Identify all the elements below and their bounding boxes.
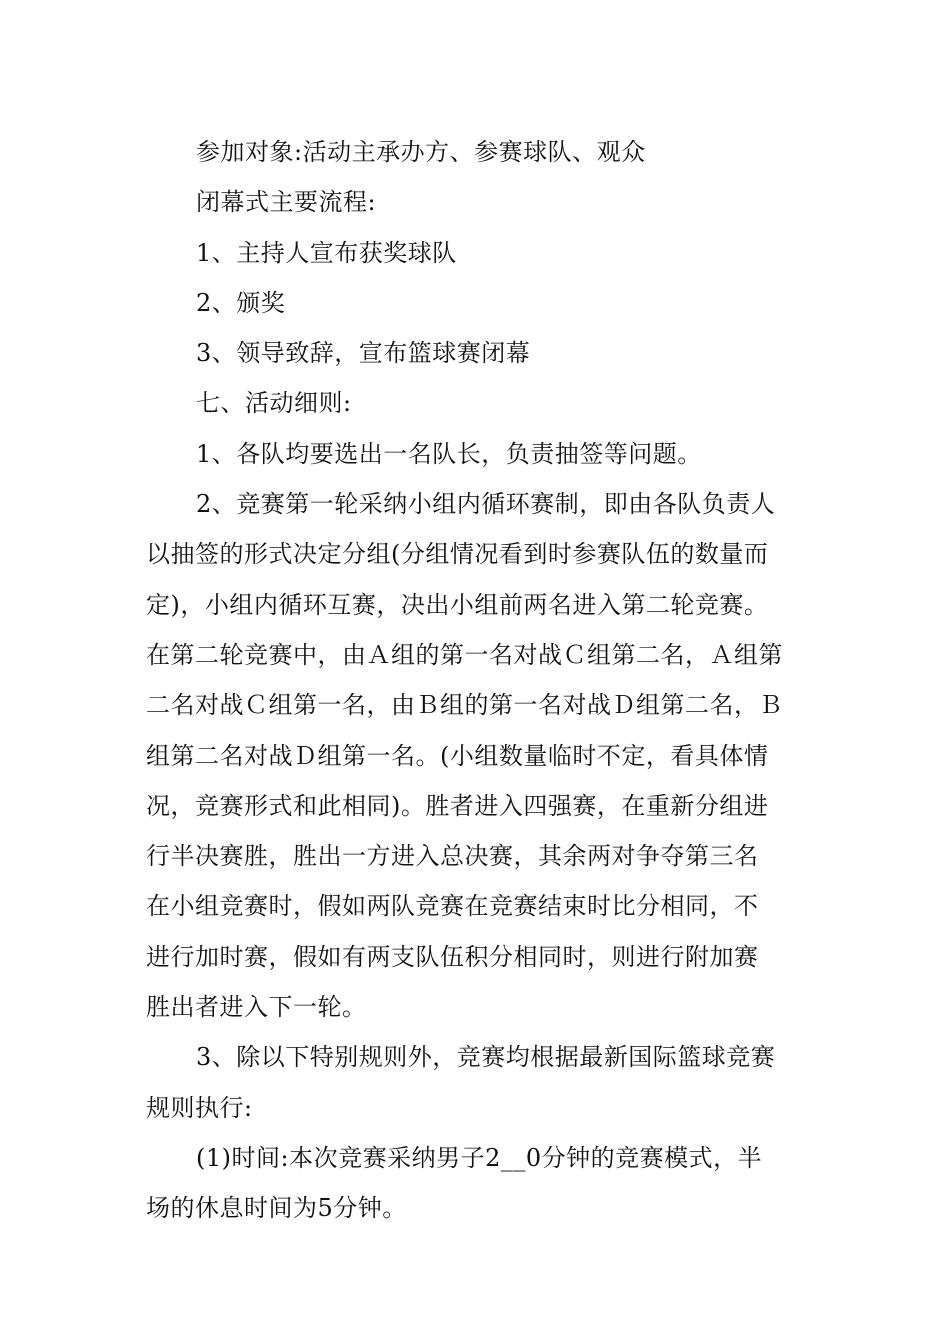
closing-step-3: 3、领导致辞，宣布篮球赛闭幕 <box>196 339 531 368</box>
document-body <box>146 127 810 1234</box>
closing-ceremony-heading: 闭幕式主要流程: <box>196 188 377 217</box>
participants-line: 参加对象:活动主承办方、参赛球队、观众 <box>196 138 646 166</box>
section-heading-rules: 七、活动细则: <box>196 389 352 418</box>
rule-2-line-6: 组第二名对战Ｄ组第一名。(小组数量临时不定，看具体情 <box>146 741 769 770</box>
rule-3-sub-1-line-2: 场的休息时间为5分钟。 <box>146 1194 407 1223</box>
rule-2-line-4: 在第二轮竞赛中，由Ａ组的第一名对战Ｃ组第二名，Ａ组第 <box>146 640 783 669</box>
rule-3-sub-1-line-1: (1)时间:本次竞赛采纳男子2__0分钟的竞赛模式，半 <box>196 1143 763 1172</box>
rule-2-line-5: 二名对战Ｃ组第一名，由Ｂ组的第一名对战Ｄ组第二名，Ｂ <box>146 691 783 720</box>
rule-1: 1、各队均要选出一名队长，负责抽签等问题。 <box>196 439 702 468</box>
rule-2-line-2: 以抽签的形式决定分组(分组情况看到时参赛队伍的数量而 <box>146 540 769 569</box>
rule-2-line-7: 况，竞赛形式和此相同)。胜者进入四强赛，在重新分组进 <box>146 791 769 820</box>
rule-2-line-11: 胜出者进入下一轮。 <box>146 993 367 1022</box>
rule-2-line-8: 行半决赛胜，胜出一方进入总决赛，其余两对争夺第三名 <box>146 842 759 871</box>
rule-2-line-9: 在小组竞赛时，假如两队竞赛在竞赛结束时比分相同，不 <box>146 892 759 921</box>
closing-step-2: 2、颁奖 <box>196 288 286 317</box>
closing-step-1: 1、主持人宣布获奖球队 <box>196 238 457 267</box>
rule-2-line-1: 2、竞赛第一轮采纳小组内循环赛制，即由各队负责人 <box>196 490 776 519</box>
rule-3-line-1: 3、除以下特别规则外，竞赛均根据最新国际篮球竞赛 <box>196 1043 776 1072</box>
rule-2-line-10: 进行加时赛，假如有两支队伍积分相同时，则进行附加赛 <box>146 942 759 971</box>
rule-3-line-2: 规则执行: <box>146 1093 253 1122</box>
rule-2-line-3: 定)，小组内循环互赛，决出小组前两名进入第二轮竞赛。 <box>146 590 769 619</box>
